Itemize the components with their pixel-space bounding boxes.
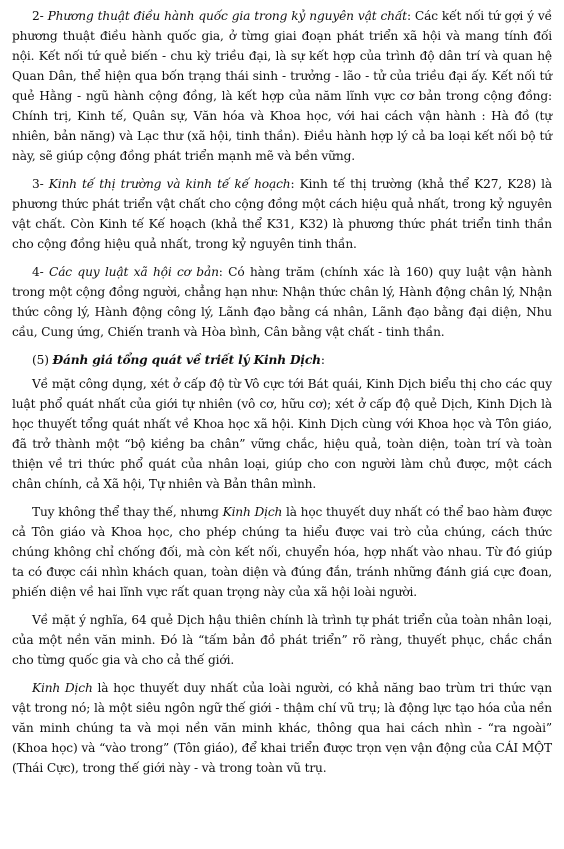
item-number: 2- [32,9,48,23]
section-title: Đánh giá tổng quát về triết lý Kinh Dịch [52,353,321,367]
paragraph-scope [12,502,552,602]
item-title: Kinh tế thị trường và kinh tế kế hoạch [48,177,291,191]
paragraph-meaning: Về mặt ý nghĩa, 64 quẻ Dịch hậu thiên chính là trình tự phát triển của toàn nhân loại, của một nền văn minh. Đó là “tấm bản đồ phát triển” rõ ràng, thuyết phục, chắc chắn cho từng quốc gia và cho cả thế giới. [12,613,552,667]
paragraph-economy [12,174,552,254]
item-title: Các quy luật xã hội cơ bản [49,265,219,279]
item-number: 3- [32,177,49,191]
item-text: : Có hàng trăm (chính xác là 160) quy luật vận hành trong một cộng đồng người, chẳng hạn như: Nhận thức chân lý, Hành động chân lý, Nhận thức công lý, Hành động công lý, Lãnh đạo bằng cá nhân, Lãnh đạo bằng đại diện, Nhu cầu, Cung ứng, Chiến tranh và Hòa bình, Cân bằng vật chất - tinh thần. [12,265,553,339]
paragraph-conclusion [12,678,552,778]
paragraph-social-laws [12,262,552,342]
item-number: 4- [32,265,50,279]
paragraph-text: là học thuyết duy nhất của loài người, có khả năng bao trùm tri thức vạn vật trong nó; là một siêu ngôn ngữ thế giới - thậm chí vũ trụ; là động lực tạo hóa của nền văn minh chúng ta và mọi nền văn minh khác, thông qua hai cách nhìn - “ra ngoài” (Khoa học) và “vào trong” (Tôn giáo), để khai triển được trọn vẹn vận động của CÁI MỘT (Thái Cực), trong thế giới này - và trong toàn vũ trụ. [12,681,552,775]
section-number: (5) [32,353,53,367]
section-colon: : [320,353,325,367]
paragraph-usage: Về mặt công dụng, xét ở cấp độ từ Vô cực tới Bát quái, Kinh Dịch biểu thị cho các quy luật phổ quát nhất của giới tự nhiên (vô cơ, hữu cơ); xét ở cấp độ quẻ Dịch, Kinh Dịch là học thuyết tổng quát nhất về Khoa học xã hội. Kinh Dịch cùng với Khoa học và Tôn giáo, đã trở thành một “bộ kiềng ba chân” vững chắc, hiệu quả, toàn diện, toàn trí và toàn thiện về tri thức phổ quát của nhân loại, giúp cho con người làm chủ được, một cách chân chính, cả Xã hội, Tự nhiên và Bản thân mình. [12,377,552,491]
book-title: Kinh Dịch [222,505,283,519]
paragraph-text: Tuy không thể thay thế, nhưng [32,505,223,519]
paragraph-governance [12,6,552,166]
item-text: : Kinh tế thị trường (khả thể K27, K28) là phương thức phát triển vật chất cho cộng đồng một cách hiệu quả nhất, trong kỷ nguyên vật chất. Còn Kinh tế Kế hoạch (khả thể K31, K32) là phương thức phát triển tinh thần cho cộng đồng hiệu quả nhất, trong kỷ nguyên tinh thần. [12,177,552,251]
paragraph-text: là học thuyết duy nhất có thể bao hàm được cả Tôn giáo và Khoa học, cho phép chúng ta hiểu được vai trò của chúng, cách thức chúng không chỉ chống đối, mà còn kết nối, chuyển hóa, hợp nhất vào nhau. Từ đó giúp ta có được cái nhìn khách quan, toàn diện và đúng đắn, tránh những đánh giá cực đoan, phiến diện về hai lĩnh vực rất quan trọng này của xã hội loài người. [12,505,552,599]
book-title: Kinh Dịch [32,681,93,695]
item-title: Phương thuật điều hành quốc gia trong kỷ nguyên vật chất [47,9,407,23]
item-text: : Các kết nối tứ gợi ý về phương thuật điều hành quốc gia, ở từng giai đoạn phát triển xã hội và mang tính đối nội. Kết nối tứ quẻ biến - chu kỳ triều đại, là sự kết hợp của trình độ dân trí và quan hệ Quan Dân, thể hiện qua bốn trạng thái sinh - trưởng - lão - tử của triều đại ấy. Kết nối tứ quẻ Hằng - ngũ hành cộng đồng, là kết hợp của năm lĩnh vực cơ bản trong cộng đồng: Chính trị, Kinh tế, Quân sự, Văn hóa và Khoa học, với hai cách vận hành : Hà đồ (tự nhiên, bản năng) và Lạc thư (xã hội, tinh thần). Điều hành hợp lý cả ba loại kết nối bộ tứ này, sẽ giúp cộng đồng phát triển mạnh mẽ và bền vững. [12,9,552,163]
section-heading [12,350,552,370]
